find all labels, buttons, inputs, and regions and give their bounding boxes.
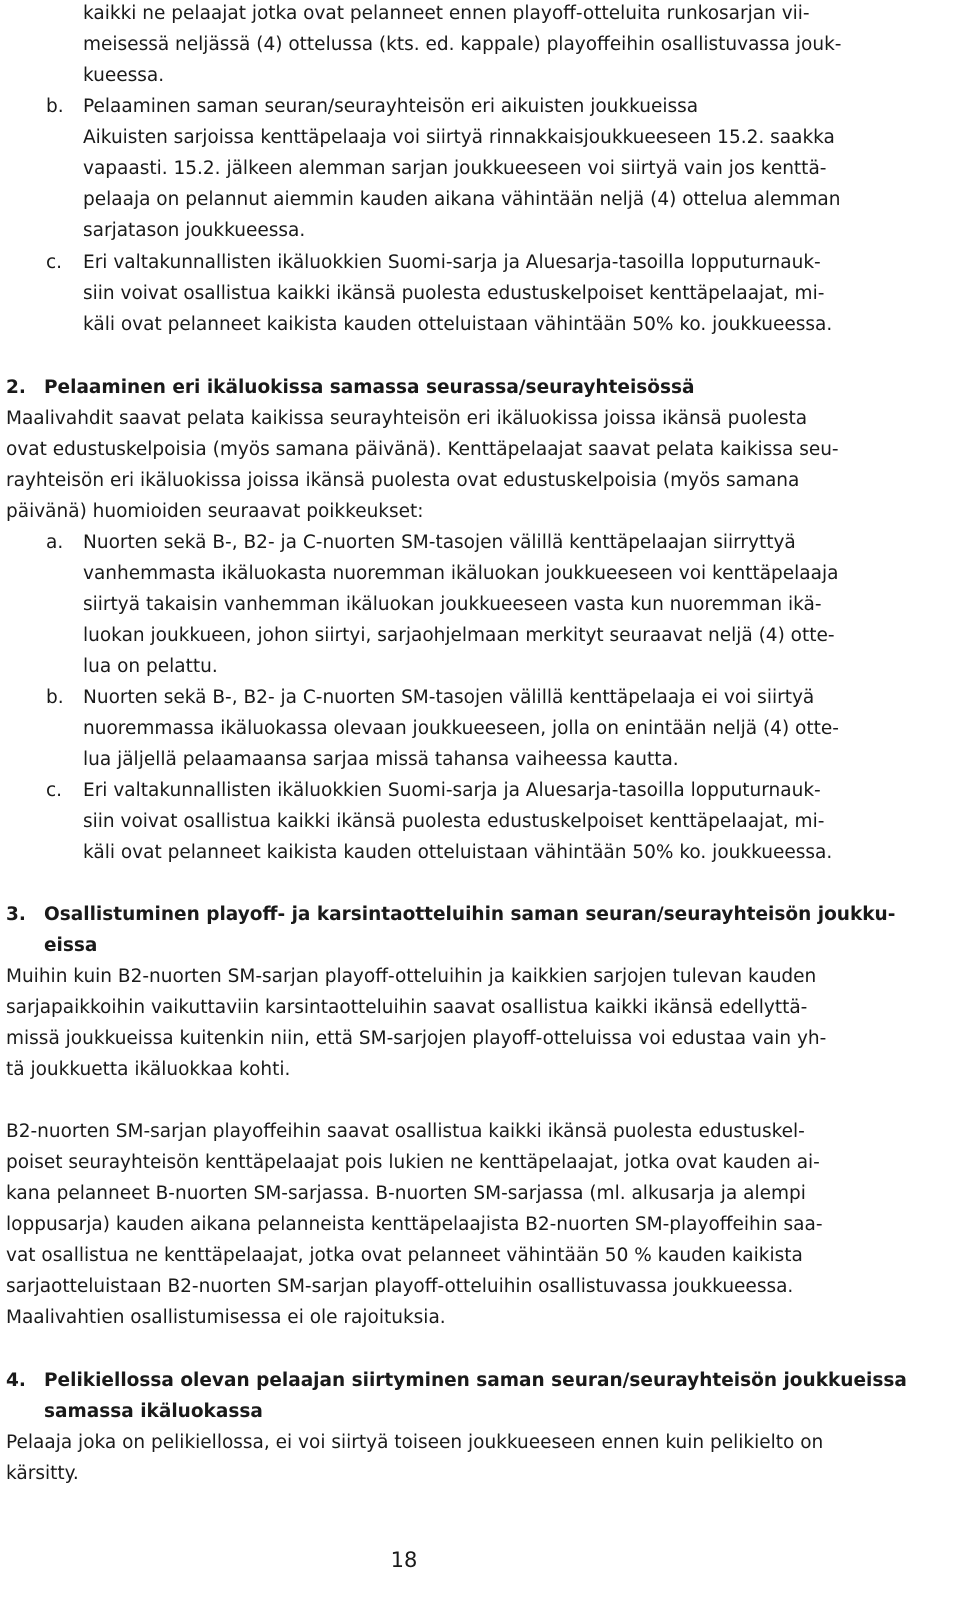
text-line: vanhemmasta ikäluokasta nuoremman ikäluokan joukkueeseen voi kenttäpelaaja	[83, 563, 839, 584]
text-line: poiset seurayhteisön kenttäpelaajat pois lukien ne kenttäpelaajat, jotka ovat kauden ai-	[6, 1152, 820, 1173]
text-line: Nuorten sekä B-, B2- ja C-nuorten SM-tasojen välillä kenttäpelaajan siirryttyä	[83, 532, 796, 553]
text-line: Maalivahtien osallistumisessa ei ole rajoituksia.	[6, 1307, 446, 1328]
section-heading: samassa ikäluokassa	[44, 1401, 263, 1422]
text-line: loppusarja) kauden aikana pelanneista kenttäpelaajista B2-nuorten SM-playoffeihin saa-	[6, 1214, 823, 1235]
text-line: luokan joukkueen, johon siirtyi, sarjaohjelmaan merkityt seuraavat neljä (4) otte-	[83, 625, 835, 646]
text-line: sarjatason joukkueessa.	[83, 220, 306, 241]
text-line: siirtyä takaisin vanhemman ikäluokan joukkueeseen vasta kun nuoremman ikä-	[83, 594, 822, 615]
text-line: kana pelanneet B-nuorten SM-sarjassa. B-nuorten SM-sarjassa (ml. alkusarja ja alempi	[6, 1183, 806, 1204]
text-line: Pelaaja joka on pelikiellossa, ei voi siirtyä toiseen joukkueeseen ennen kuin pelikielto on	[6, 1432, 824, 1453]
text-line: kaikki ne pelaajat jotka ovat pelanneet ennen playoff-otteluita runkosarjan vii-	[83, 3, 810, 24]
text-line: ovat edustuskelpoisia (myös samana päivänä). Kenttäpelaajat saavat pelata kaikissa seu-	[6, 439, 839, 460]
section-heading: eissa	[44, 935, 98, 956]
page-number: 18	[390, 1548, 418, 1572]
text-line: nuoremmassa ikäluokassa olevaan joukkueeseen, jolla on enintään neljä (4) otte-	[83, 718, 839, 739]
text-line: käli ovat pelanneet kaikista kauden otteluistaan vähintään 50% ko. joukkueessa.	[83, 314, 833, 335]
text-line: käli ovat pelanneet kaikista kauden otteluistaan vähintään 50% ko. joukkueessa.	[83, 842, 833, 863]
text-line: siin voivat osallistua kaikki ikänsä puolesta edustuskelpoiset kenttäpelaajat, mi-	[83, 811, 825, 832]
list-marker: a.	[46, 532, 64, 553]
text-line: pelaaja on pelannut aiemmin kauden aikana vähintään neljä (4) ottelua alemman	[83, 189, 841, 210]
text-line: lua jäljellä pelaamaansa sarjaa missä tahansa vaiheessa kautta.	[83, 749, 679, 770]
text-line: Maalivahdit saavat pelata kaikissa seurayhteisön eri ikäluokissa joissa ikänsä puolesta	[6, 408, 808, 429]
text-line: Pelaaminen saman seuran/seurayhteisön eri aikuisten joukkueissa	[83, 96, 699, 117]
text-line: meisessä neljässä (4) ottelussa (kts. ed. kappale) playoffeihin osallistuvassa jouk-	[83, 34, 842, 55]
text-line: päivänä) huomioiden seuraavat poikkeukset:	[6, 501, 424, 522]
text-line: sarjaotteluistaan B2-nuorten SM-sarjan playoff-otteluihin osallistuvassa joukkueessa.	[6, 1276, 794, 1297]
section-heading: Pelaaminen eri ikäluokissa samassa seurassa/seurayhteisössä	[44, 377, 695, 398]
text-line: missä joukkueissa kuitenkin niin, että SM-sarjojen playoff-otteluissa voi edustaa vain yh-	[6, 1028, 827, 1049]
section-number: 3.	[6, 904, 26, 925]
section-number: 4.	[6, 1370, 26, 1391]
text-line: kueessa.	[83, 65, 165, 86]
section-number: 2.	[6, 377, 26, 398]
section-heading: Osallistuminen playoff- ja karsintaotteluihin saman seuran/seurayhteisön joukku-	[44, 904, 896, 925]
text-line: sarjapaikkoihin vaikuttaviin karsintaotteluihin saavat osallistua kaikki ikänsä edellyttä-	[6, 997, 808, 1018]
text-line: vapaasti. 15.2. jälkeen alemman sarjan joukkueeseen voi siirtyä vain jos kenttä-	[83, 158, 827, 179]
text-line: siin voivat osallistua kaikki ikänsä puolesta edustuskelpoiset kenttäpelaajat, mi-	[83, 283, 825, 304]
list-marker: b.	[46, 96, 64, 117]
text-line: tä joukkuetta ikäluokkaa kohti.	[6, 1059, 291, 1080]
text-line: Eri valtakunnallisten ikäluokkien Suomi-sarja ja Aluesarja-tasoilla lopputurnauk-	[83, 780, 821, 801]
list-marker: c.	[46, 252, 63, 273]
text-line: B2-nuorten SM-sarjan playoffeihin saavat osallistua kaikki ikänsä puolesta edustuskel-	[6, 1121, 805, 1142]
list-marker: c.	[46, 780, 63, 801]
text-line: vat osallistua ne kenttäpelaajat, jotka ovat pelanneet vähintään 50 % kauden kaikista	[6, 1245, 803, 1266]
text-line: Muihin kuin B2-nuorten SM-sarjan playoff-otteluihin ja kaikkien sarjojen tulevan kauden	[6, 966, 817, 987]
text-line: kärsitty.	[6, 1463, 79, 1484]
section-heading: Pelikiellossa olevan pelaajan siirtyminen saman seuran/seurayhteisön joukkueissa	[44, 1370, 907, 1391]
text-line: rayhteisön eri ikäluokissa joissa ikänsä puolesta ovat edustuskelpoisia (myös samana	[6, 470, 800, 491]
list-marker: b.	[46, 687, 64, 708]
text-line: Eri valtakunnallisten ikäluokkien Suomi-sarja ja Aluesarja-tasoilla lopputurnauk-	[83, 252, 821, 273]
text-line: lua on pelattu.	[83, 656, 218, 677]
text-line: Aikuisten sarjoissa kenttäpelaaja voi siirtyä rinnakkaisjoukkueeseen 15.2. saakka	[83, 127, 835, 148]
text-line: Nuorten sekä B-, B2- ja C-nuorten SM-tasojen välillä kenttäpelaaja ei voi siirtyä	[83, 687, 815, 708]
